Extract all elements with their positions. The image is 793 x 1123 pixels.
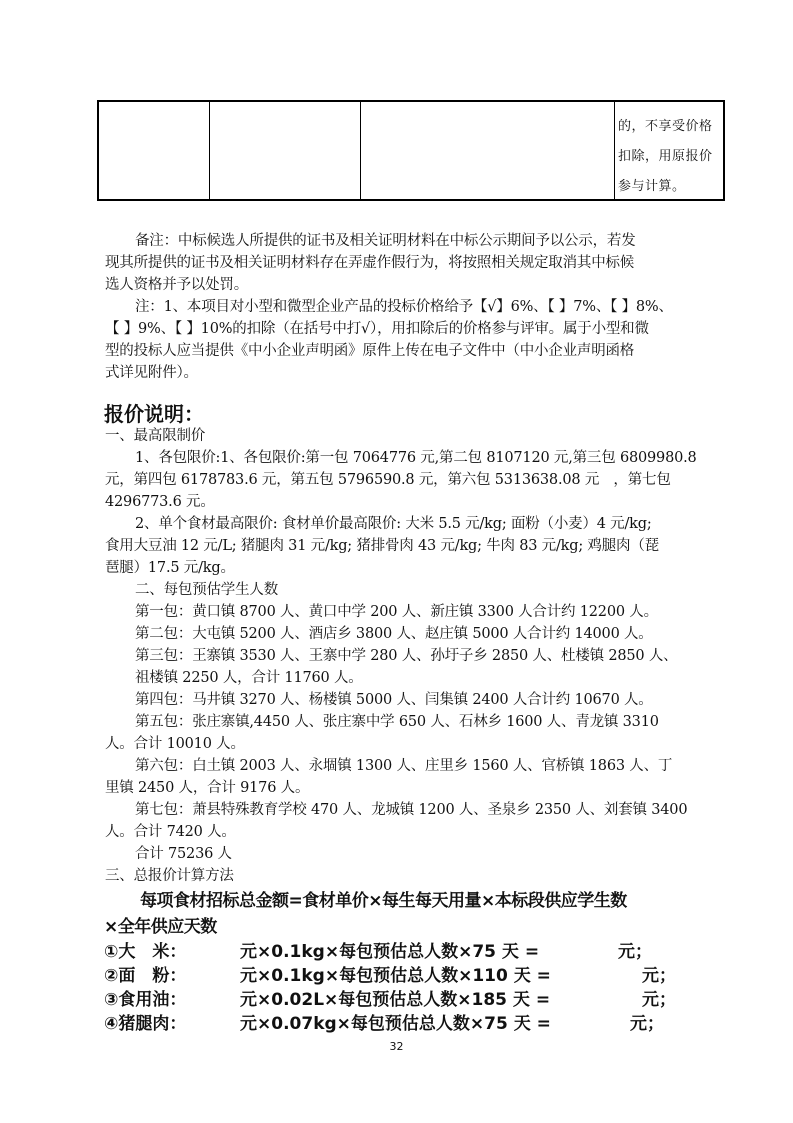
package-line: 第一包：黄口镇 8700 人、黄口中学 200 人、新庄镇 3300 人合计约 12200 人。 (135, 604, 658, 620)
column-divider (360, 102, 361, 199)
package-line: 人。合计 7420 人。 (105, 824, 236, 840)
unit-price-line: 食用大豆油 12 元/L; 猪腿肉 31 元/kg; 猪排骨肉 43 元/kg; 牛肉 83 元/kg; 鸡腿肉（琵 (105, 538, 659, 554)
package-line: 第四包：马井镇 3270 人、杨楼镇 5000 人、闫集镇 2400 人合计约 10670 人。 (135, 692, 653, 708)
package-line: 第五包：张庄寨镇,4450 人、张庄寨中学 650 人、石林乡 1600 人、青龙镇 3310 (135, 714, 659, 730)
calc-row-pork (104, 1009, 664, 1033)
price-limit-line: 元，第四包 6178783.6 元，第五包 5796590.8 元，第六包 5313638.08 元 ，第七包 (105, 472, 671, 488)
calc-formula: 元×0.07kg×每包预估总人数×75 天 = (240, 1014, 551, 1034)
package-line: 祖楼镇 2250 人，合计 11760 人。 (135, 670, 363, 686)
total-line: 合计 75236 人 (135, 846, 232, 862)
remark-line: 选人资格并予以处罚。 (105, 277, 248, 293)
formula-line: ×全年供应天数 (104, 917, 217, 937)
calc-label: ④猪腿肉： (104, 1014, 187, 1034)
note-line: 型的投标人应当提供《中小企业声明函》原件上传在电子文件中（中小企业声明函格 (105, 343, 635, 359)
table-cell-last (618, 112, 723, 202)
price-limit-line: 4296773.6 元。 (105, 494, 215, 510)
package-line: 第六包：白土镇 2003 人、永堌镇 1300 人、庄里乡 1560 人、官桥镇 1863 人、丁 (135, 758, 673, 774)
unit-price-line: 琶腿）17.5 元/kg。 (105, 560, 235, 576)
calc-unit: 元； (642, 966, 676, 986)
formula-line: 每项食材招标总金额=食材单价×每生每天用量×本标段供应学生数 (140, 891, 627, 911)
note-line: 注：1、本项目对小型和微型企业产品的投标价格给予【√】6%、【 】7%、【 】8%、 (135, 299, 673, 315)
price-limit-line: 1、各包限价:1、各包限价:第一包 7064776 元,第二包 8107120 元,第三包 6809980.8 (135, 450, 697, 466)
calc-row-flour (104, 961, 676, 986)
cell-line: 参与计算。 (618, 179, 686, 194)
cell-line: 的，不享受价格 (618, 119, 713, 134)
package-line: 第三包：王寨镇 3530 人、王寨中学 280 人、孙圩子乡 2850 人、杜楼镇 2850 人、 (135, 648, 678, 664)
cell-line: 扣除，用原报价 (618, 149, 713, 164)
calc-label: ①大 米： (104, 942, 187, 962)
calc-unit: 元； (630, 1014, 664, 1034)
remark-line: 现其所提供的证书及相关证明材料存在弄虚作假行为，将按照相关规定取消其中标候 (105, 255, 635, 271)
calc-formula: 元×0.02L×每包预估总人数×185 天 = (240, 990, 551, 1010)
unit-price-line: 2、单个食材最高限价: 食材单价最高限价: 大米 5.5 元/kg; 面粉（小麦）4 元/kg; (135, 516, 652, 532)
note-line: 式详见附件）。 (105, 365, 198, 381)
calc-row-oil (104, 985, 676, 1010)
calc-label: ③食用油： (104, 990, 187, 1010)
part3-title: 三、总报价计算方法 (105, 868, 234, 884)
calc-formula: 元×0.1kg×每包预估总人数×110 天 = (240, 966, 551, 986)
part2-title: 二、每包预估学生人数 (135, 582, 278, 598)
package-line: 第二包：大屯镇 5200 人、酒店乡 3800 人、赵庄镇 5000 人合计约 14000 人。 (135, 626, 653, 642)
column-divider (209, 102, 210, 199)
table-fragment (97, 100, 725, 201)
column-divider (614, 102, 615, 199)
note-line: 【 】9%、【 】10%的扣除（在括号中打√），用扣除后的价格参与评审。属于小型和微 (105, 321, 649, 337)
package-line: 里镇 2450 人，合计 9176 人。 (105, 780, 310, 796)
part1-title: 一、最高限制价 (105, 428, 206, 444)
calc-row-rice (104, 937, 664, 961)
calc-label: ②面 粉： (104, 966, 187, 986)
package-line: 人。合计 10010 人。 (105, 736, 245, 752)
remark-line: 备注：中标候选人所提供的证书及相关证明材料在中标公示期间予以公示，若发 (135, 233, 636, 249)
calc-unit: 元； (618, 942, 652, 962)
calc-unit: 元； (642, 990, 676, 1010)
page-number: 32 (389, 1040, 404, 1053)
section-heading: 报价说明： (104, 402, 204, 426)
calc-formula: 元×0.1kg×每包预估总人数×75 天 = (240, 942, 540, 962)
package-line: 第七包：萧县特殊教育学校 470 人、龙城镇 1200 人、圣泉乡 2350 人、刘套镇 3400 (135, 802, 688, 818)
